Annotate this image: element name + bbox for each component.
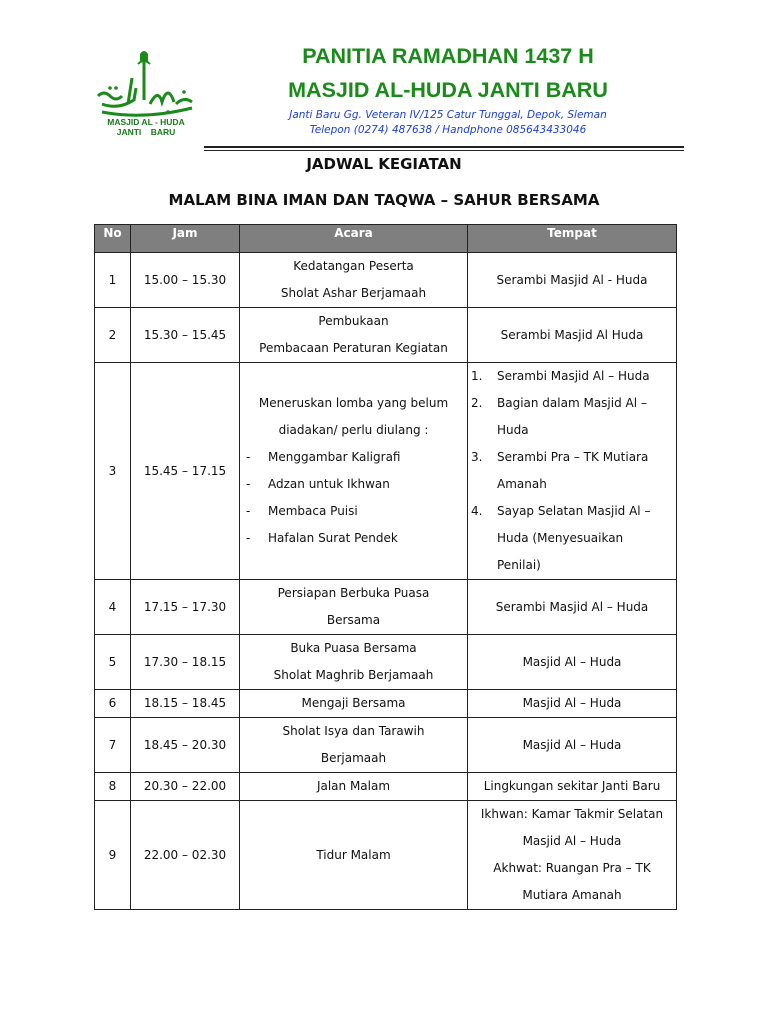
cell-no: 5 bbox=[95, 635, 131, 690]
table-row bbox=[95, 801, 677, 910]
mosque-name: MASJID AL-HUDA JANTI BARU bbox=[288, 78, 608, 102]
acara-line: Sholat Isya dan Tarawih bbox=[282, 724, 425, 738]
cell-tempat: Masjid Al – Huda bbox=[468, 718, 677, 773]
acara-line: Jalan Malam bbox=[316, 779, 391, 793]
cell-no: 4 bbox=[95, 580, 131, 635]
cell-tempat bbox=[468, 363, 677, 580]
tempat-line: Akhwat: Ruangan Pra – TK bbox=[493, 861, 651, 875]
tempat-line: Mutiara Amanah bbox=[522, 888, 622, 902]
acara-item-text: Hafalan Surat Pendek bbox=[268, 531, 398, 545]
cell-tempat: Serambi Masjid Al – Huda bbox=[468, 580, 677, 635]
cell-tempat bbox=[468, 801, 677, 910]
table-row bbox=[95, 635, 677, 690]
tempat-line: Ikhwan: Kamar Takmir Selatan bbox=[480, 807, 664, 821]
tempat-list bbox=[468, 363, 676, 579]
cell-acara bbox=[240, 773, 468, 801]
table-row bbox=[95, 690, 677, 718]
cell-acara bbox=[240, 253, 468, 308]
header-divider-thin bbox=[204, 150, 684, 151]
phone-line: Telepon (0274) 487638 / Handphone 085643433046 bbox=[309, 124, 587, 136]
table-row bbox=[95, 580, 677, 635]
acara-line: Persiapan Berbuka Puasa bbox=[277, 586, 430, 600]
table-row bbox=[95, 308, 677, 363]
address-line: Janti Baru Gg. Veteran IV/125 Catur Tunggal, Depok, Sleman bbox=[289, 109, 607, 121]
cell-tempat: Serambi Masjid Al Huda bbox=[468, 308, 677, 363]
cell-acara bbox=[240, 718, 468, 773]
tempat-line: Serambi Pra – TK Mutiara bbox=[497, 450, 649, 464]
acara-line: Kedatangan Peserta bbox=[293, 259, 414, 273]
acara-intro-line: diadakan/ perlu diulang : bbox=[278, 423, 429, 437]
acara-item-text: Membaca Puisi bbox=[268, 504, 358, 518]
cell-acara bbox=[240, 635, 468, 690]
cell-jam: 18.45 – 20.30 bbox=[131, 718, 240, 773]
cell-no: 9 bbox=[95, 801, 131, 910]
cell-jam: 20.30 – 22.00 bbox=[131, 773, 240, 801]
cell-no: 3 bbox=[95, 363, 131, 580]
list-item: - Adzan untuk Ikhwan bbox=[240, 471, 467, 498]
list-item: 2. Bagian dalam Masjid Al – Huda bbox=[468, 390, 670, 444]
tempat-line: Bagian dalam Masjid Al – bbox=[497, 396, 647, 410]
table-row bbox=[95, 363, 677, 580]
acara-line: Berjamaah bbox=[320, 751, 387, 765]
list-item: - Membaca Puisi bbox=[240, 498, 467, 525]
tempat-line: Penilai) bbox=[497, 558, 541, 572]
schedule-table bbox=[94, 224, 677, 910]
acara-item-text: Adzan untuk Ikhwan bbox=[268, 477, 390, 491]
cell-jam: 15.30 – 15.45 bbox=[131, 308, 240, 363]
cell-no: 1 bbox=[95, 253, 131, 308]
acara-line: Sholat Ashar Berjamaah bbox=[280, 286, 427, 300]
table-row bbox=[95, 718, 677, 773]
cell-acara bbox=[240, 363, 468, 580]
acara-line: Bersama bbox=[326, 613, 381, 627]
schedule-title: JADWAL KEGIATAN bbox=[306, 155, 462, 173]
committee-name: PANITIA RAMADHAN 1437 H bbox=[302, 44, 594, 68]
list-item: - Hafalan Surat Pendek bbox=[240, 525, 467, 552]
cell-tempat: Serambi Masjid Al - Huda bbox=[468, 253, 677, 308]
table-header-row bbox=[95, 225, 677, 253]
acara-item-text: Menggambar Kaligrafi bbox=[268, 450, 401, 464]
tempat-line: Huda (Menyesuaikan bbox=[497, 531, 624, 545]
logo-caption-line-1: MASJID AL - HUDA bbox=[107, 117, 185, 127]
list-item: 3. Serambi Pra – TK Mutiara Amanah bbox=[468, 444, 670, 498]
cell-tempat: Masjid Al – Huda bbox=[468, 690, 677, 718]
column-header-tempat: Tempat bbox=[468, 225, 677, 253]
cell-jam: 15.45 – 17.15 bbox=[131, 363, 240, 580]
tempat-line: Huda bbox=[497, 423, 529, 437]
acara-line: Sholat Maghrib Berjamaah bbox=[273, 668, 434, 682]
table-row bbox=[95, 253, 677, 308]
cell-tempat: Lingkungan sekitar Janti Baru bbox=[468, 773, 677, 801]
tempat-line: Sayap Selatan Masjid Al – bbox=[497, 504, 651, 518]
tempat-line: Masjid Al – Huda bbox=[522, 834, 622, 848]
table-row bbox=[95, 773, 677, 801]
tempat-line: Serambi Masjid Al – Huda bbox=[497, 369, 650, 383]
acara-line: Tidur Malam bbox=[316, 847, 391, 862]
list-item: 4. Sayap Selatan Masjid Al – Huda (Menyesuaikan Penilai) bbox=[468, 498, 670, 579]
cell-jam: 18.15 – 18.45 bbox=[131, 690, 240, 718]
tempat-line: Amanah bbox=[497, 477, 547, 491]
acara-line: Pembukaan bbox=[318, 314, 389, 328]
cell-no: 2 bbox=[95, 308, 131, 363]
cell-jam: 15.00 – 15.30 bbox=[131, 253, 240, 308]
list-item: 1. Serambi Masjid Al – Huda bbox=[468, 363, 670, 390]
logo-caption-line-2: JANTI BARU bbox=[116, 127, 176, 137]
acara-line: Mengaji Bersama bbox=[301, 696, 406, 710]
cell-jam: 17.15 – 17.30 bbox=[131, 580, 240, 635]
event-title: MALAM BINA IMAN DAN TAQWA – SAHUR BERSAMA bbox=[168, 191, 600, 209]
cell-acara bbox=[240, 801, 468, 910]
cell-tempat: Masjid Al – Huda bbox=[468, 635, 677, 690]
cell-no: 8 bbox=[95, 773, 131, 801]
column-header-jam: Jam bbox=[131, 225, 240, 253]
acara-line: Pembacaan Peraturan Kegiatan bbox=[259, 341, 448, 355]
acara-line: Buka Puasa Bersama bbox=[290, 641, 417, 655]
cell-acara bbox=[240, 580, 468, 635]
cell-acara bbox=[240, 690, 468, 718]
column-header-acara: Acara bbox=[240, 225, 468, 253]
header-divider bbox=[204, 146, 684, 148]
list-item: - Menggambar Kaligrafi bbox=[240, 444, 467, 471]
cell-acara bbox=[240, 308, 468, 363]
column-header-no: No bbox=[95, 225, 131, 253]
acara-intro-line: Meneruskan lomba yang belum bbox=[258, 396, 449, 410]
cell-jam: 22.00 – 02.30 bbox=[131, 801, 240, 910]
cell-jam: 17.30 – 18.15 bbox=[131, 635, 240, 690]
cell-no: 6 bbox=[95, 690, 131, 718]
cell-no: 7 bbox=[95, 718, 131, 773]
logo-caption bbox=[96, 117, 196, 137]
